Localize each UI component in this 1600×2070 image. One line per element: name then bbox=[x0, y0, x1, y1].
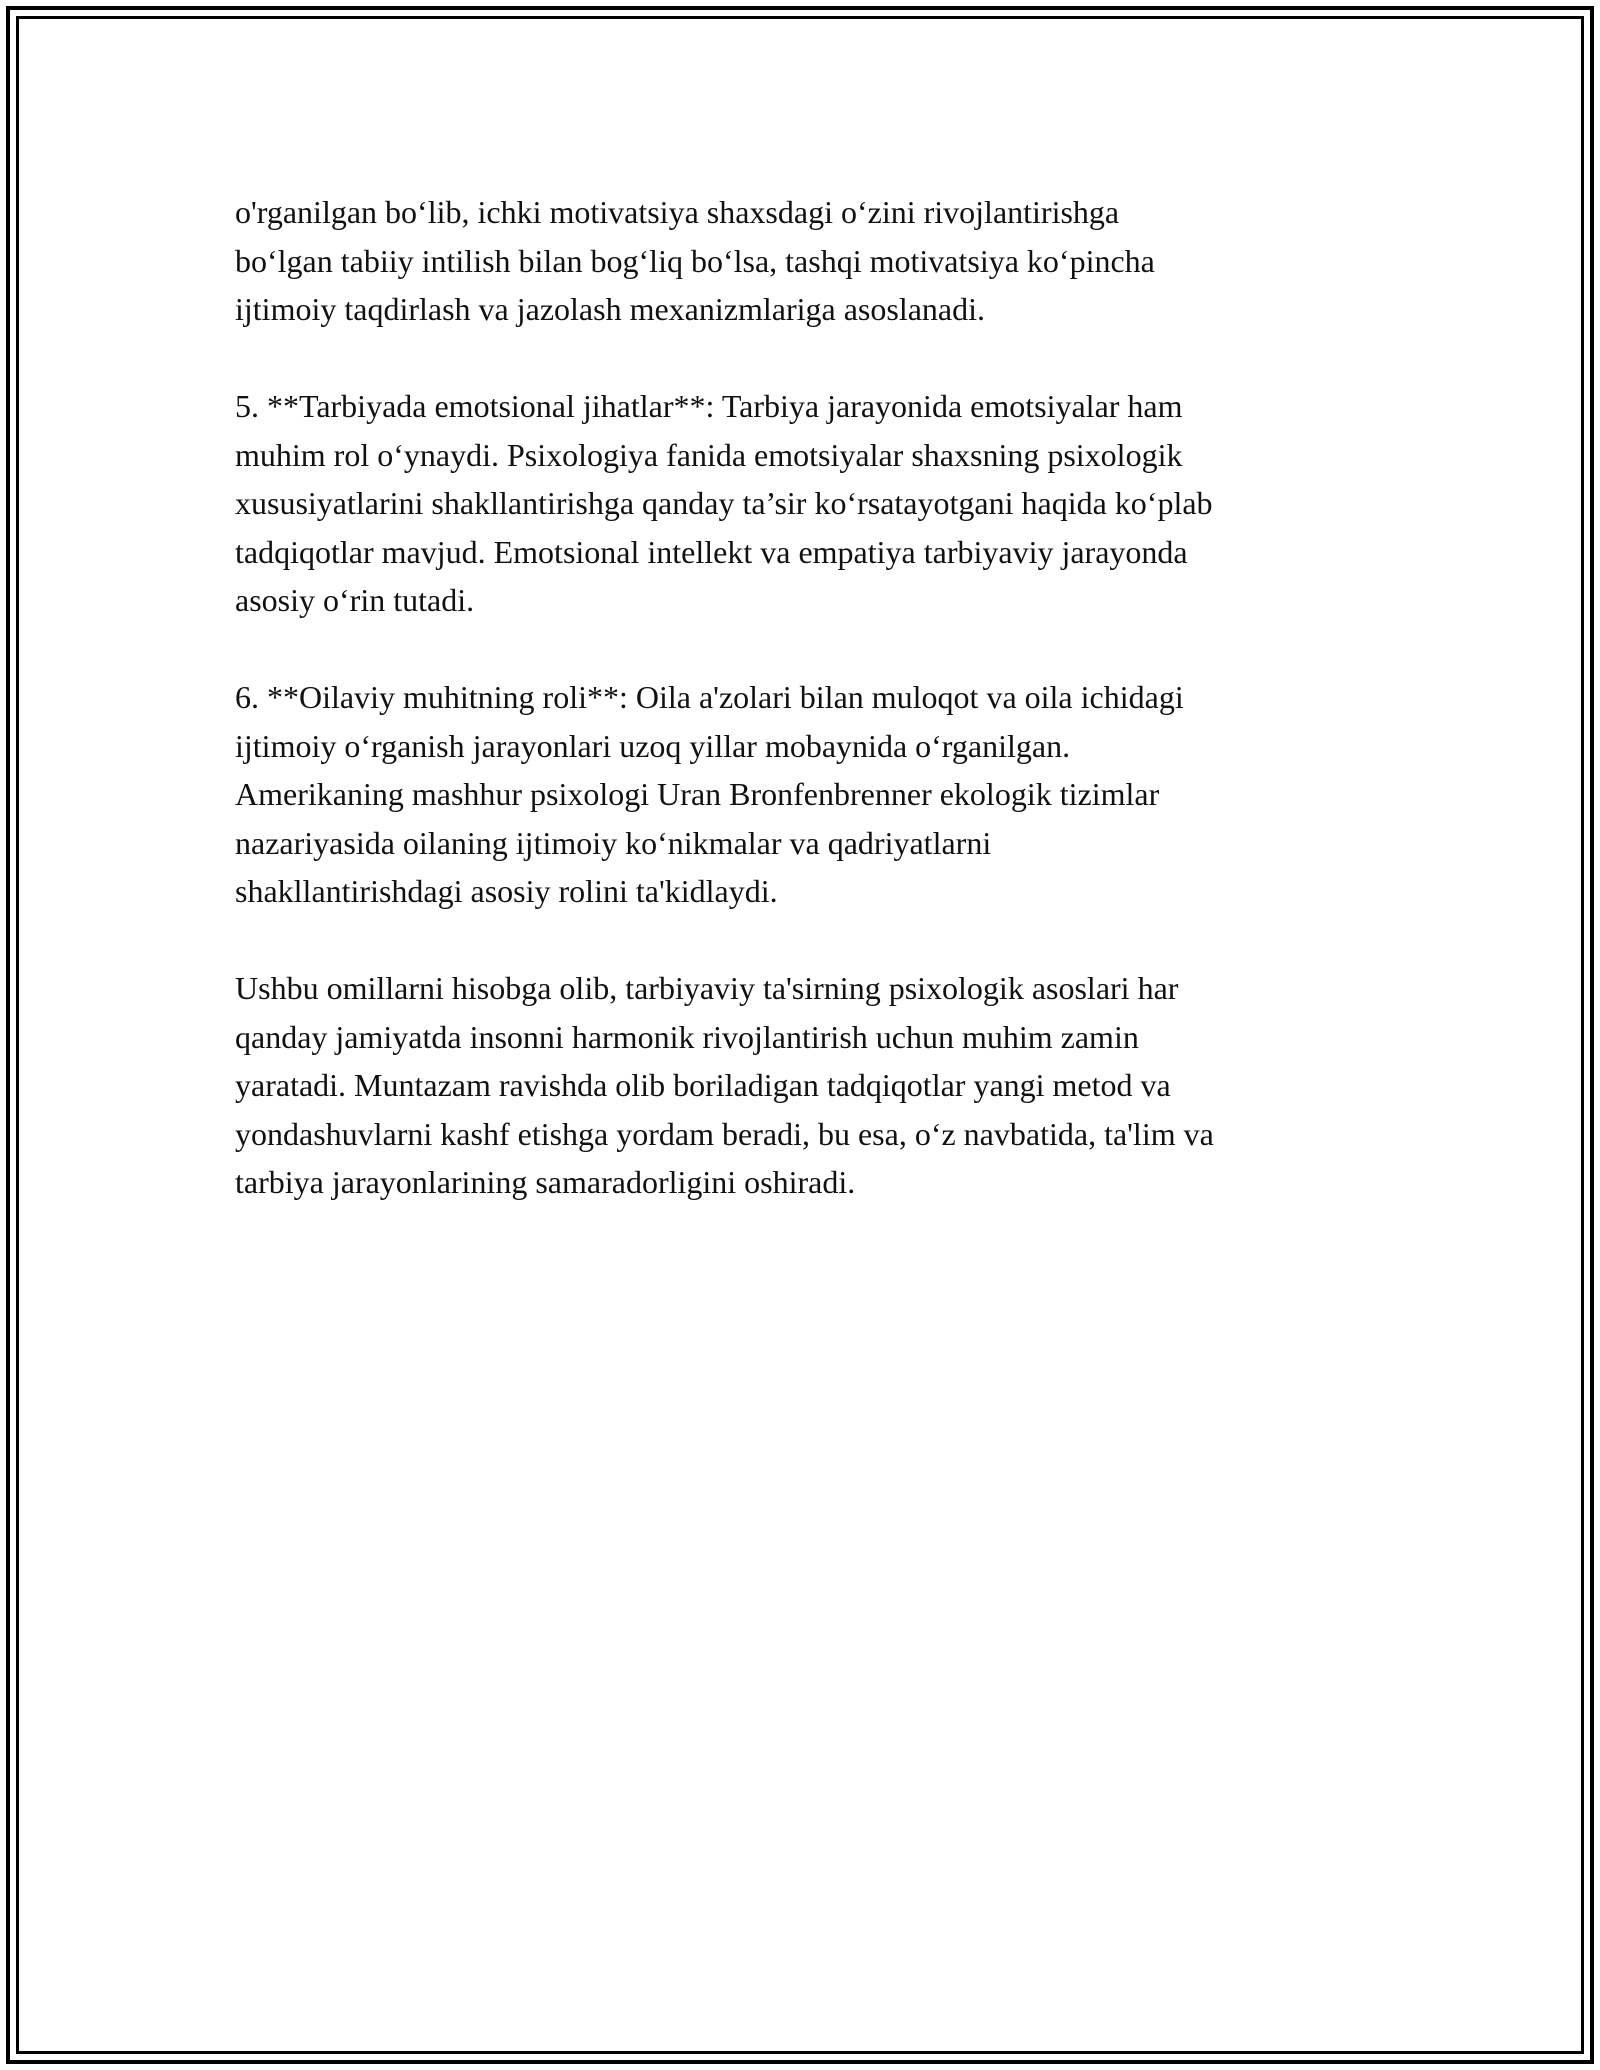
text-line: ijtimoiy taqdirlash va jazolash mexanizmlariga asoslanadi. bbox=[235, 291, 985, 327]
text-line: Ushbu omillarni hisobga olib, tarbiyaviy ta'sirning psixologik asoslari har bbox=[235, 970, 1179, 1006]
text-line: shakllantirishdagi asosiy rolini ta'kidlaydi. bbox=[235, 873, 778, 909]
text-line: asosiy o‘rin tutadi. bbox=[235, 582, 475, 618]
document-body bbox=[235, 188, 1395, 1255]
text-line: bo‘lgan tabiiy intilish bilan bog‘liq bo‘lsa, tashqi motivatsiya ko‘pincha bbox=[235, 242, 1155, 279]
text-line: o'rganilgan bo‘lib, ichki motivatsiya shaxsdagi o‘zini rivojlantirishga bbox=[235, 194, 1120, 230]
paragraph-conclusion bbox=[235, 964, 1395, 1207]
text-line: qanday jamiyatda insonni harmonik rivojlantirish uchun muhim zamin bbox=[235, 1018, 1139, 1055]
text-line: yaratadi. Muntazam ravishda olib boriladigan tadqiqotlar yangi metod va bbox=[235, 1067, 1171, 1103]
paragraph-family-environment bbox=[235, 673, 1395, 916]
text-line: ijtimoiy o‘rganish jarayonlari uzoq yillar mobaynida o‘rganilgan. bbox=[235, 727, 1071, 764]
text-line: muhim rol o‘ynaydi. Psixologiya fanida emotsiyalar shaxsning psixologik bbox=[235, 436, 1183, 473]
text-line: 5. **Tarbiyada emotsional jihatlar**: Tarbiya jarayonida emotsiyalar ham bbox=[235, 388, 1183, 424]
text-line: tarbiya jarayonlarining samaradorligini oshiradi. bbox=[235, 1164, 856, 1200]
text-line: 6. **Oilaviy muhitning roli**: Oila a'zolari bilan muloqot va oila ichidagi bbox=[235, 679, 1184, 715]
paragraph-motivation-continuation bbox=[235, 188, 1395, 334]
text-line: yondashuvlarni kashf etishga yordam beradi, bu esa, o‘z navbatida, ta'lim va bbox=[235, 1115, 1214, 1152]
paragraph-emotional-aspects bbox=[235, 382, 1395, 625]
text-line: Amerikaning mashhur psixologi Uran Bronfenbrenner ekologik tizimlar bbox=[235, 776, 1160, 812]
text-line: xususiyatlarini shakllantirishga qanday ta’sir ko‘rsatayotgani haqida ko‘plab bbox=[235, 485, 1213, 521]
text-line: tadqiqotlar mavjud. Emotsional intellekt va empatiya tarbiyaviy jarayonda bbox=[235, 533, 1188, 570]
text-line: nazariyasida oilaning ijtimoiy ko‘nikmalar va qadriyatlarni bbox=[235, 824, 992, 861]
